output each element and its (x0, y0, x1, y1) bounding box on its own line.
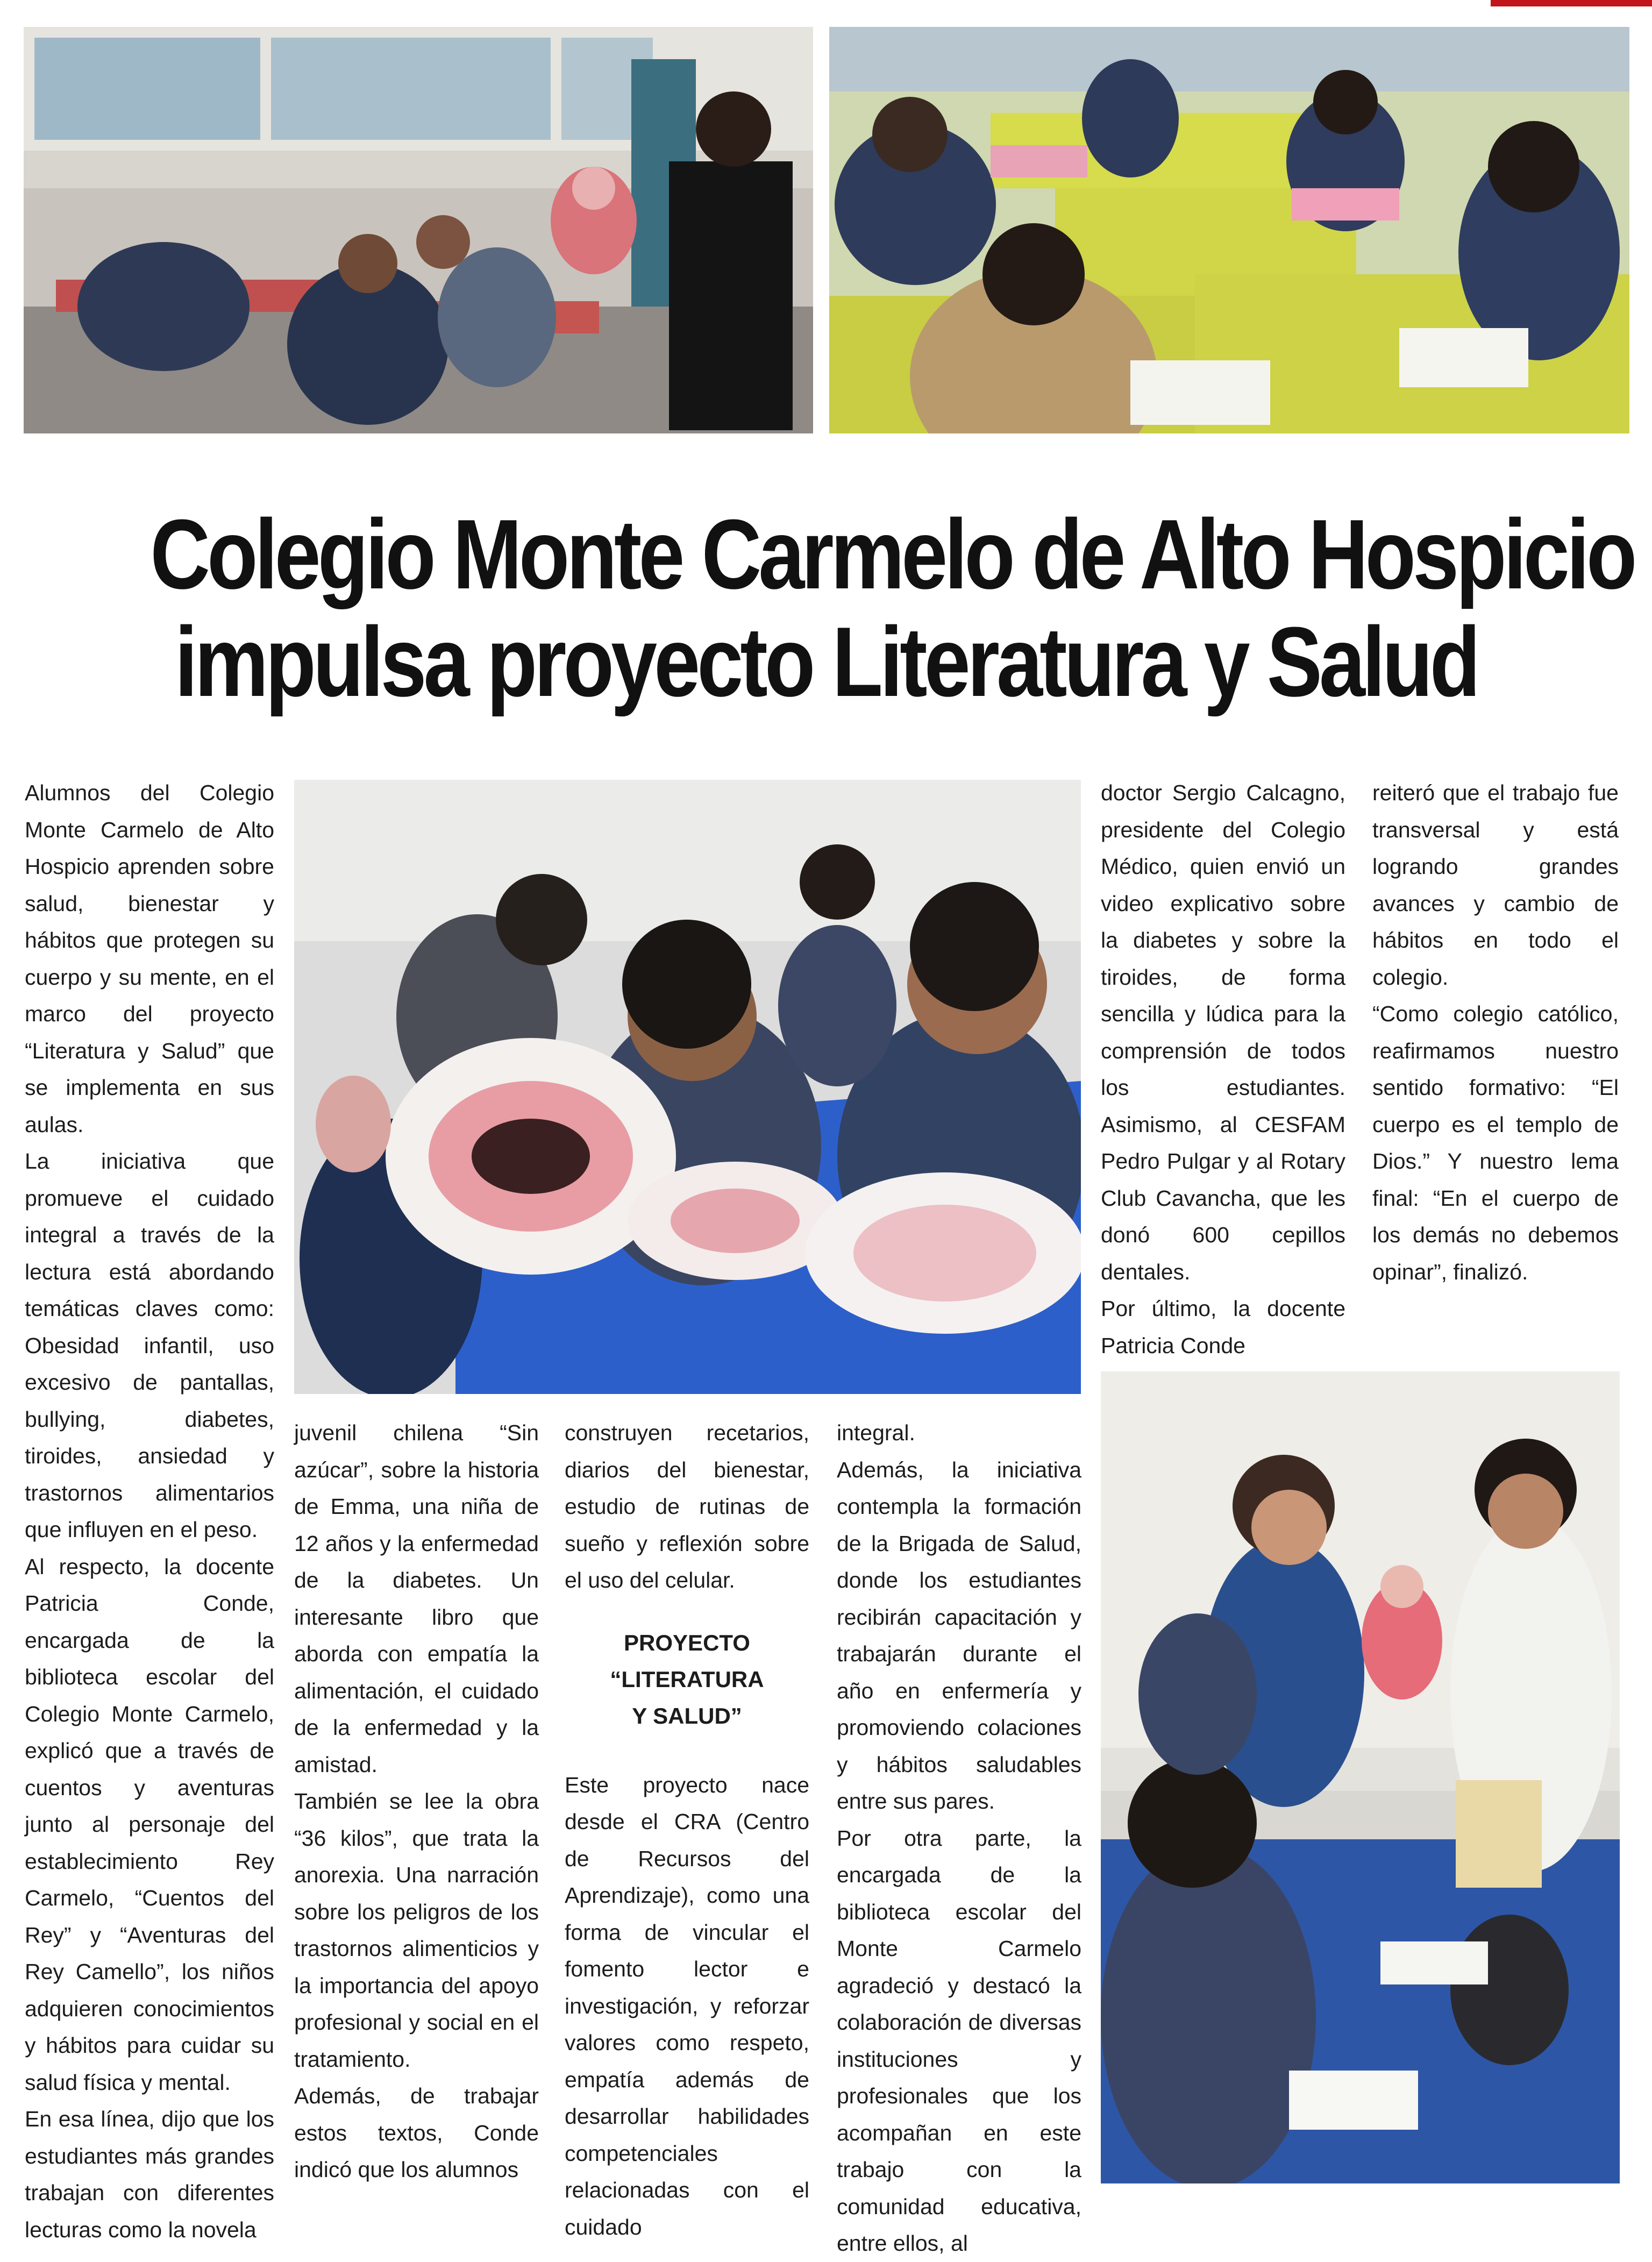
photo-children-teeth-cutouts (294, 780, 1081, 1394)
column-6-paragraph-1: reiteró que el trabajo fue transversal y está logrando grandes avances y cambio de hábitos en todo el colegio. (1372, 780, 1619, 990)
column-4-paragraph-2: Además, la iniciativa contempla la formación de la Brigada de Salud, donde los estudiantes recibirán capacitación y trabajarán durante el año en enfermería y promoviendo colaciones y hábitos saludables entre sus pares. (837, 1457, 1081, 1813)
article-column-1 (25, 774, 274, 2248)
column-2-paragraph-3: Además, de trabajar estos textos, Conde indicó que los alumnos (294, 2083, 539, 2182)
headline-line-1: Colegio Monte Carmelo de Alto Hospicio (150, 499, 1634, 609)
column-1-paragraph-1: Alumnos del Colegio Monte Carmelo de Alto Hospicio aprenden sobre salud, bienestar y hábitos que protegen su cuerpo y su mente, en el marco del proyecto “Literatura y Salud” que se implementa en sus aulas. (25, 780, 274, 1137)
column-1-paragraph-4: En esa línea, dijo que los estudiantes más grandes trabajan con diferentes lecturas como la novela (25, 2107, 274, 2242)
column-2-paragraph-2: También se lee la obra “36 kilos”, que trata la anorexia. Una narración sobre los peligros de los trastornos alimenticios y la importancia del apoyo profesional y social en el tratamiento. (294, 1789, 539, 2072)
column-1-paragraph-3: Al respecto, la docente Patricia Conde, encargada de la biblioteca escolar del Colegio Monte Carmelo, explicó que a través de cuentos y aventuras junto al personaje del establecimiento Rey Carmelo, “Cuentos del Rey” y “Aventuras del Rey Camello”, los niños adquieren conocimientos y hábitos para cuidar su salud física y mental. (25, 1554, 274, 2095)
subheading-line-2: “LITERATURA (610, 1666, 764, 1692)
article-column-6 (1372, 774, 1619, 1290)
column-5-paragraph-2: Por último, la docente Patricia Conde (1101, 1296, 1345, 1358)
column-5-paragraph-1: doctor Sergio Calcagno, presidente del Colegio Médico, quien envió un video explicativo sobre la diabetes y sobre la tiroides, de forma sencilla y lúdica para la comprensión de todos los estudiantes. Asimismo, al CESFAM Pedro Pulgar y al Rotary Club Cavancha, que les donó 600 cepillos dentales. (1101, 780, 1345, 1284)
photo-students-drawing-image (829, 27, 1629, 433)
photo-teacher-puppet-image (24, 27, 813, 433)
article-column-5 (1101, 774, 1345, 1364)
subheading-line-1: PROYECTO (624, 1630, 750, 1655)
column-1-paragraph-2: La iniciativa que promueve el cuidado integral a través de la lectura está abordando temáticas claves como: Obesidad infantil, uso excesivo de pantallas, bullying, diabetes, tiroides, ansiedad y trastornos alimentarios que influyen en el peso. (25, 1149, 274, 1542)
article-column-2 (294, 1414, 539, 2188)
article-column-3 (565, 1414, 809, 2245)
photo-teachers-students-image (1101, 1371, 1620, 2183)
top-red-accent-bar (1491, 0, 1652, 6)
column-3-paragraph-2: Este proyecto nace desde el CRA (Centro de Recursos del Aprendizaje), como una forma de vincular el fomento lector e investigación, y reforzar valores como respeto, empatía además de desarrollar habilidades competenciales relacionadas con el cuidado (565, 1772, 809, 2239)
headline-line-2: impulsa proyecto Literatura y Salud (174, 606, 1478, 717)
article-column-4 (837, 1414, 1081, 2262)
column-6-paragraph-2: “Como colegio católico, reafirmamos nuestro sentido formativo: “El cuerpo es el templo de Dios.” Y nuestro lema final: “En el cuerpo de los demás no debemos opinar”, finalizó. (1372, 1001, 1619, 1284)
column-2-paragraph-1: juvenil chilena “Sin azúcar”, sobre la historia de Emma, una niña de 12 años y la enfermedad de la diabetes. Un interesante libro que aborda con empatía la alimentación, el cuidado de la enfermedad y la amistad. (294, 1420, 539, 1777)
column-4-paragraph-3: Por otra parte, la encargada de la biblioteca escolar del Monte Carmelo agradeció y destacó la colaboración de diversas instituciones y profesionales que los acompañan en este trabajo con la comunidad educativa, entre ellos, al (837, 1825, 1081, 2256)
subheading-line-3: Y SALUD” (632, 1703, 742, 1728)
column-3-paragraph-1: construyen recetarios, diarios del bienestar, estudio de rutinas de sueño y reflexión sobre el uso del celular. (565, 1420, 809, 1592)
column-4-paragraph-1: integral. (837, 1420, 915, 1445)
photo-teacher-puppet-classroom (24, 27, 813, 433)
article-headline (150, 499, 1634, 717)
photo-children-teeth-image (294, 780, 1081, 1394)
photo-teachers-with-students (1101, 1371, 1620, 2183)
photo-students-drawing-desks (829, 27, 1629, 433)
section-subheading (565, 1625, 809, 1734)
